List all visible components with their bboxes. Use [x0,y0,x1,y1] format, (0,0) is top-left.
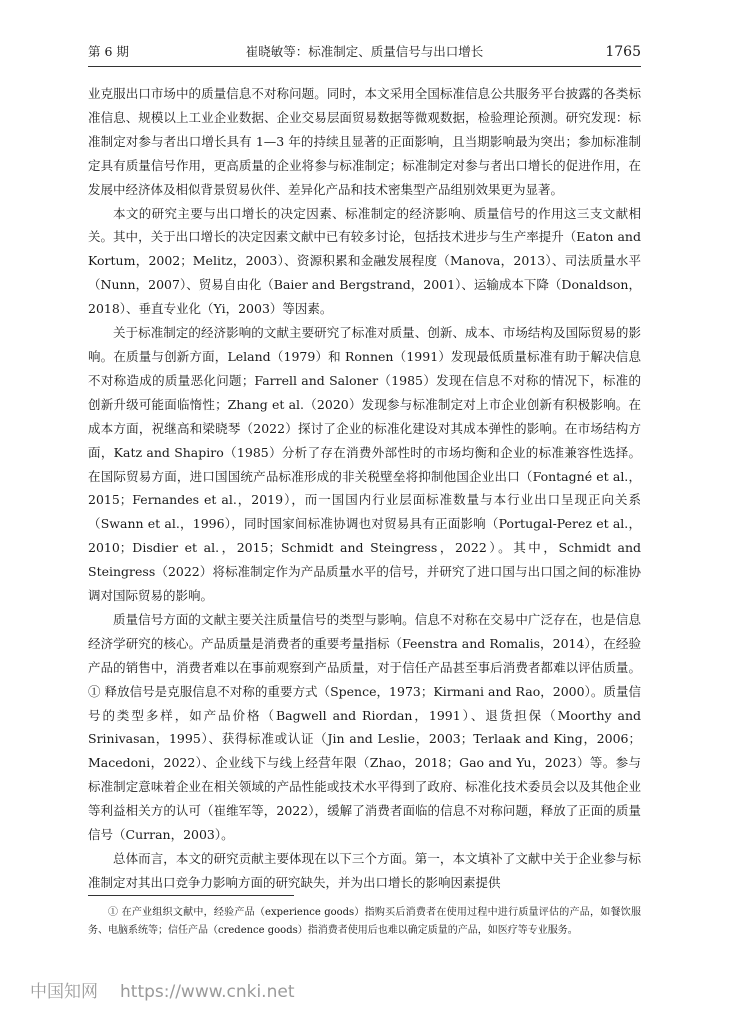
paragraph-2: 本文的研究主要与出口增长的决定因素、标准制定的经济影响、质量信号的作用这三支文献相关。其中，关于出口增长的决定因素文献中已有较多讨论，包括技术进步与生产率提升（Eaton and Kortum，2002；Melitz，2003）、资源积累和金融发展程度（Manova，2013）、司法质量水平（Nunn，2007）、贸易自由化（Baier and Bergstrand，2001）、运输成本下降（Donaldson，2018）、垂直专业化（Yi，2003）等因素。 [88,205,641,317]
paragraph-5: 总体而言，本文的研究贡献主要体现在以下三个方面。第一，本文填补了文献中关于企业参与标准制定对其出口竞争力影响方面的研究缺失，并为出口增长的影响因素提供 [88,851,641,890]
footnote-text: ① 在产业组织文献中，经验产品（experience goods）指购买后消费者在使用过程中进行质量评估的产品，如餐饮服务、电脑系统等；信任产品（credence goods）指消费者使用后也难以确定质量的产品，如医疗等专业服务。 [88,907,641,936]
header-rule [88,66,641,67]
running-title: 崔晓敏等：标准制定、质量信号与出口增长 [245,44,484,59]
paragraph-1: 业克服出口市场中的质量信息不对称问题。同时，本文采用全国标准信息公共服务平台披露的各类标准信息、规模以上工业企业数据、企业交易层面贸易数据等微观数据，检验理论预测。研究发现：标准制定对参与者出口增长具有 1—3 年的持续且显著的正面影响，且当期影响最为突出；参加标准制定具有质量信号作用，更高质量的企业将参与标准制定；标准制定对参与者出口增长的促进作用，在发展中经济体及相似背景贸易伙伴、差异化产品和技术密集型产品组别效果更为显著。 [88,86,641,197]
paragraph-3: 关于标准制定的经济影响的文献主要研究了标准对质量、创新、成本、市场结构及国际贸易的影响。在质量与创新方面，Leland（1979）和 Ronnen（1991）发现最低质量标准有助于解决信息不对称造成的质量恶化问题；Farrell and Saloner（1985）发现在信息不对称的情况下，标准的创新升级可能面临惰性；Zhang et al.（2020）发现参与标准制定对上市企业创新有积极影响。在成本方面，祝继高和梁晓琴（2022）探讨了企业的标准化建设对其成本弹性的影响。在市场结构方面，Katz and Shapiro（1985）分析了存在消费外部性时的市场均衡和企业的标准兼容性选择。在国际贸易方面，进口国国统产品标准形成的非关税壁垒将抑制他国企业出口（Fontagné et al.，2015；Fernandes et al.，2019），而一国国内行业层面标准数量与本行业出口呈现正向关系（Swann et al.，1996），同时国家间标准协调也对贸易具有正面影响（Portugal-Perez et al.，2010；Disdier et al.，2015；Schmidt and Steingress，2022）。其中，Schmidt and Steingress（2022）将标准制定作为产品质量水平的信号，并研究了进口国与出口国之间的标准协调对国际贸易的影响。 [88,325,641,604]
body-text [88,82,641,895]
footnote-rule [88,895,294,896]
watermark-url: https://www.cnki.net [120,982,295,1002]
page-header [88,40,641,64]
page-number: 1765 [605,44,641,60]
paragraph-4: 质量信号方面的文献主要关注质量信号的类型与影响。信息不对称在交易中广泛存在，也是信息经济学研究的核心。产品质量是消费者的重要考量指标（Feenstra and Romalis，2014），在经验产品的销售中，消费者难以在事前观察到产品质量，对于信任产品甚至事后消费者都难以评估质量。① 释放信号是克服信息不对称的重要方式（Spence，1973；Kirmani and Rao，2000）。质量信号的类型多样，如产品价格（Bagwell and Riordan，1991）、退货担保（Moorthy and Srinivasan，1995）、获得标准或认证（Jin and Leslie，2003；Terlaak and King，2006；Macedoni，2022）、企业线下与线上经营年限（Zhao，2018；Gao and Yu，2023）等。参与标准制定意味着企业在相关领域的产品性能或技术水平得到了政府、标准化技术委员会以及其他企业等利益相关方的认可（崔维军等，2022），缓解了消费者面临的信息不对称问题，释放了正面的质量信号（Curran，2003）。 [88,611,641,843]
watermark-name: 中国知网 [30,982,98,1002]
cnki-watermark [30,977,294,1002]
issue-label: 第 6 期 [88,44,129,59]
footnote [88,904,641,940]
